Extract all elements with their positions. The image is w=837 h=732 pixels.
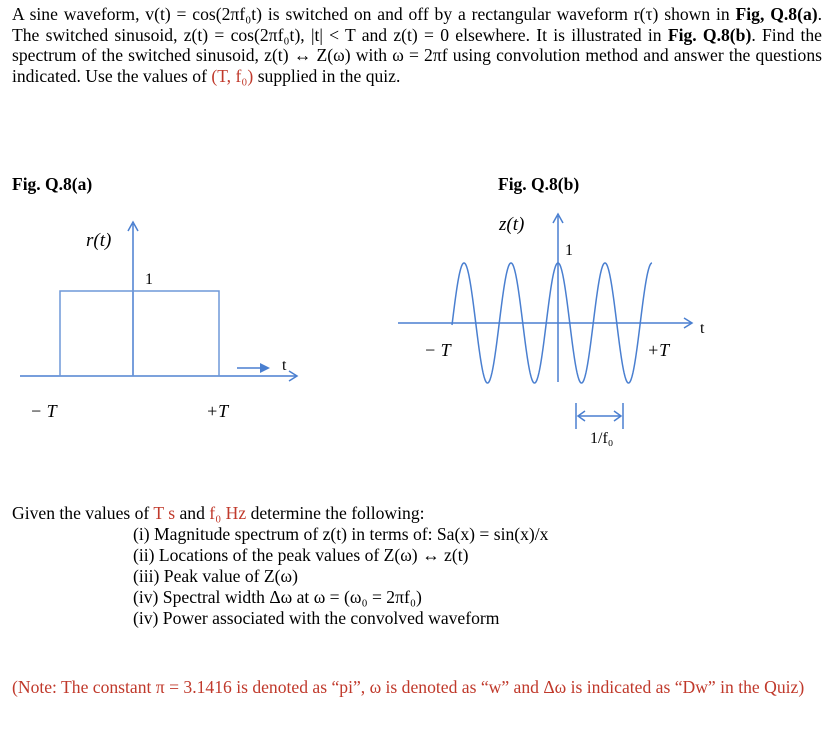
questions-lead-text-2: and <box>175 503 210 523</box>
fig-b-xlabel: t <box>700 320 705 337</box>
question-item-2: (ii) Locations of the peak values of Z(ω) ↔ z(t) <box>133 545 469 565</box>
parameters-highlight: (T, f₀) <box>211 65 254 86</box>
fig-b-ylabel: z(t) <box>499 214 525 235</box>
question-item-1: (i) Magnitude spectrum of z(t) in terms of: Sa(x) = sin(x)/x <box>133 524 549 544</box>
questions-lead-T: T s <box>153 503 176 523</box>
fig-a-pos-T: +T <box>206 401 229 421</box>
fig-b-neg-T: − T <box>424 340 451 360</box>
fig-b-period-label: 1/f₀ <box>590 430 614 447</box>
intro-text-2: . The switched sinusoid, z(t) = cos(2πf₀t), |t| < T and z(t) = 0 elsewhere. It is illustrated in <box>12 4 823 45</box>
quiz-note: (Note: The constant π = 3.1416 is denoted as “pi”, ω is denoted as “w” and Δω is indicated as “Dw” in the Quiz) <box>12 677 805 697</box>
questions-lead <box>12 503 548 524</box>
fig-b-title: Fig. Q.8(b) <box>498 174 580 194</box>
questions-lead-text-3: determine the following: <box>246 503 425 523</box>
fig-a-title: Fig. Q.8(a) <box>12 174 93 194</box>
questions-lead-f0: f₀ Hz <box>209 503 247 523</box>
intro-text-1: A sine waveform, v(t) = cos(2πf₀t) is switched on and off by a rectangular waveform r(τ) shown in <box>12 4 736 24</box>
fig-b-amplitude: 1 <box>565 242 573 259</box>
fig-a-plot <box>0 200 320 460</box>
fig-a-ylabel: r(t) <box>86 230 112 251</box>
fig-a-rect-pulse <box>60 291 219 376</box>
fig-a-xlabel: t <box>282 357 287 374</box>
intro-text-4: supplied in the quiz. <box>253 65 401 86</box>
fig-a-ref: Fig, Q.8(a) <box>735 4 818 24</box>
questions-lead-text-1: Given the values of <box>12 503 154 523</box>
question-item-5: (iv) Power associated with the convolved waveform <box>133 608 500 628</box>
fig-a-neg-T: − T <box>30 401 57 421</box>
fig-a-amplitude: 1 <box>145 271 153 288</box>
fig-b-pos-T: +T <box>647 340 670 360</box>
questions-block <box>12 503 548 629</box>
problem-statement <box>12 4 822 86</box>
question-item-3: (iii) Peak value of Z(ω) <box>133 566 298 586</box>
fig-b-plot <box>390 200 730 470</box>
question-item-4: (iv) Spectral width Δω at ω = (ω₀ = 2πf₀) <box>133 587 422 607</box>
intro-text-3: . Find the spectrum of the switched sinusoid, z(t) ↔ Z(ω) with ω = 2πf using convolution method and answer the questions indicated. Use the values of <box>12 24 822 86</box>
fig-b-ref: Fig. Q.8(b) <box>667 24 752 45</box>
fig-a-t-arrowhead <box>260 363 270 373</box>
